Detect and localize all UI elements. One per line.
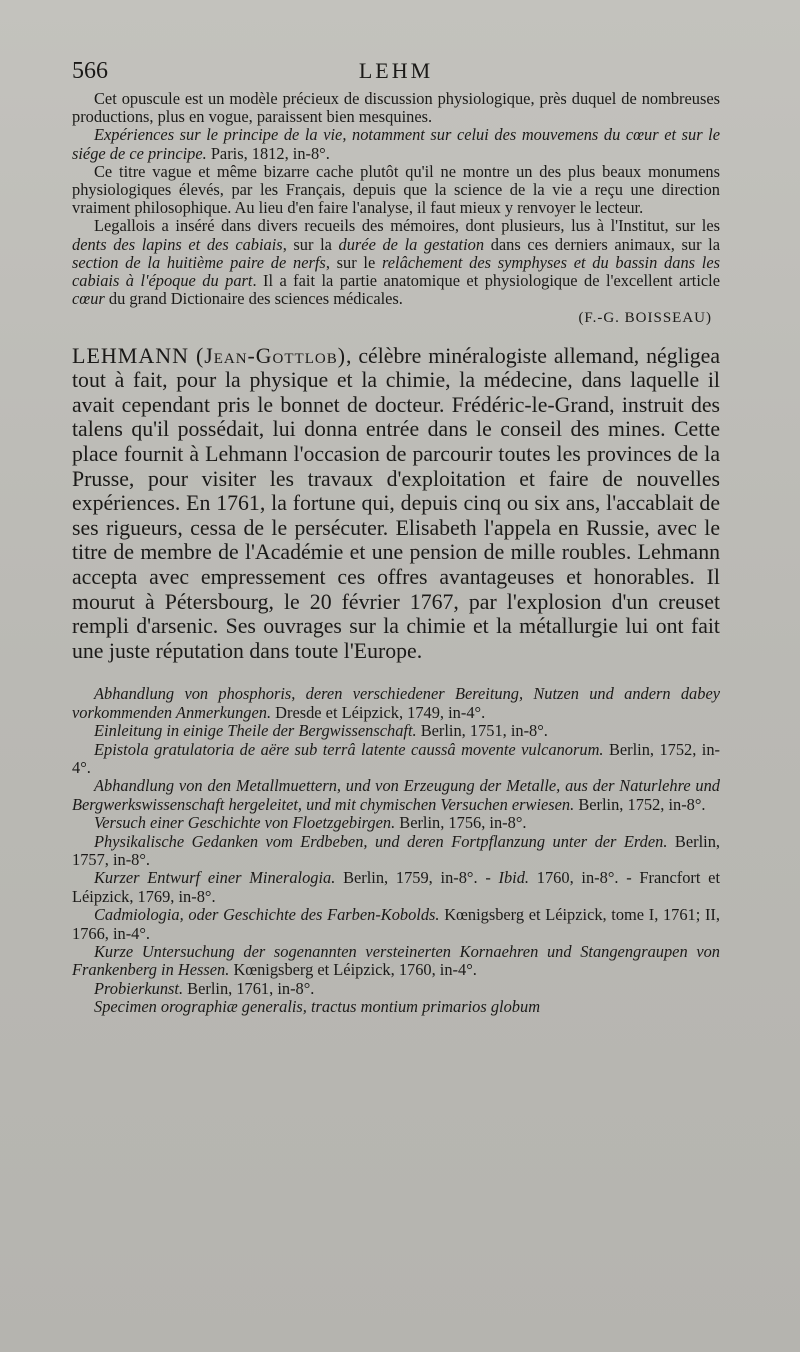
text-run: Dresde et Léipzick, 1749, in-4°. [271, 702, 486, 722]
paragraph: Cet opuscule est un modèle précieux de discussion physiologique, près duquel de nombreuses productions, plus en vogue, paraissent bien mesquines. [72, 89, 720, 127]
page-number: 566 [72, 58, 108, 84]
text-run: Berlin, 1757, in-8°. [72, 831, 720, 870]
italic-text: Physikalische Gedanken vom Erdbeben, und deren Fortpflanzung unter der Erden. [94, 831, 668, 851]
bibliography-entry [72, 833, 720, 870]
bibliography-entry [72, 722, 720, 740]
text-run: 1760, in-8°. - Francfort et Léipzick, 1769, in-8°. [72, 868, 720, 906]
bibliography-entry [72, 943, 720, 980]
article-lehmann [72, 344, 720, 664]
bibliography-entry [72, 741, 720, 778]
bibliography-entry [72, 869, 720, 906]
italic-text: Ibid. [498, 868, 530, 888]
entry-headword: LEHMANN [72, 342, 189, 368]
text-run: Berlin, 1761, in-8°. [183, 978, 315, 998]
text-run: Kœnigsberg et Léipzick, 1760, in-4°. [229, 960, 477, 980]
page-content [72, 90, 720, 1017]
bibliography-entry [72, 777, 720, 814]
author-signature: (F.-G. BOISSEAU) [578, 310, 712, 327]
italic-text: Kurze Untersuchung der sogenannten versteinerten Kornaehren und Stangengraupen von Frankenberg in Hessen. [72, 942, 720, 980]
text-run: , sur la [282, 234, 339, 254]
running-head: LEHM [358, 58, 434, 83]
text-run: Berlin, 1751, in-8°. [416, 721, 548, 741]
text-run: dans ces derniers animaux, sur la [484, 234, 720, 254]
italic-text: dents des lapins et des cabiais [72, 234, 283, 254]
bibliography-list [72, 685, 720, 1016]
paragraph-works [72, 217, 720, 308]
text-run: Legallois a inséré dans divers recueils des mémoires, dont plusieurs, lus à l'Institut, sur les [94, 216, 720, 236]
entry-given-names: (Jean-Gottlob) [195, 343, 346, 368]
italic-text: Abhandlung von den Metallmuettern, und von Erzeugung der Metalle, aus der Naturlehre und Bergwerkswissenschaft hergeleitet, und mit chymischen Versuchen erwiesen. [72, 776, 720, 814]
text-run: Berlin, 1752, in-4°. [72, 739, 720, 777]
italic-text: Specimen orographiæ generalis, tractus montium primarios globum [94, 997, 541, 1017]
italic-text: Abhandlung von phosphoris, deren verschiedener Bereitung, Nutzen und andern dabey vorkommenden Anmerkungen. [72, 684, 720, 722]
italic-text: Einleitung in einige Theile der Bergwissenschaft. [94, 721, 417, 741]
text-run: du grand Dictionaire des sciences médicales. [104, 289, 403, 309]
bibliography-entry [72, 685, 720, 722]
text-run: Berlin, 1752, in-8°. [574, 794, 706, 814]
italic-text: Kurzer Entwurf einer Mineralogia. [94, 868, 336, 888]
italic-text: section de la huitième paire de nerfs [72, 252, 326, 272]
italic-text: Versuch einer Geschichte von Floetzgebirgen. [94, 813, 396, 833]
paragraph: Ce titre vague et même bizarre cache plutôt qu'il ne montre un des plus beaux monumens physiologiques élevés, par les Français, depuis que la science de la vie a reçu une direction vraiment philosophique. Au lieu d'en faire l'analyse, il faut mieux y renvoyer le lecteur. [72, 161, 720, 218]
bibliography-entry [72, 980, 720, 998]
bibliography-entry [72, 906, 720, 943]
bibliography-entry [72, 814, 720, 832]
italic-text: Epistola gratulatoria de aëre sub terrâ latente caussâ movente vulcanorum. [94, 739, 604, 759]
entry-body: , célèbre minéralogiste allemand, négligea tout à fait, pour la physique et la chimie, la médecine, dans laquelle il avait cependant pris le bonnet de docteur. Frédéric-le-Grand, instruit des talens qu'il possédait, lui donna entrée dans le conseil des mines. Cette place fournit à Lehmann l'occasion de parcourir toutes les provinces de la Prusse, pour visiter les travaux d'exploitation et faire de nouvelles expériences. En 1761, la fortune qui, depuis cinq ou six ans, l'accablait de ses rigueurs, cessa de le persécuter. Elisabeth l'appela en Russie, avec le titre de membre de l'Académie et une pension de mille roubles. Lehmann accepta avec empressement ces offres avantageuses et honorables. Il mourut à Pétersbourg, le 20 février 1767, par l'explosion d'un creuset rempli d'arsenic. Ses ouvrages sur la chimie et la métallurgie lui ont fait une juste réputation dans toute l'Europe. [72, 343, 720, 663]
italic-text: relâchement des symphyses et du bassin dans les cabiais à l'époque du part [72, 252, 720, 291]
work-publication: Paris, 1812, in-8°. [206, 143, 330, 163]
italic-text: cœur [72, 289, 105, 309]
italic-text: Probierkunst. [94, 978, 184, 998]
previous-article-end [72, 90, 720, 328]
bibliography-entry [72, 998, 720, 1016]
text-run: Kœnigsberg et Léipzick, tome I, 1761; II, 1766, in-4°. [72, 905, 720, 943]
italic-text: Cadmiologia, oder Geschichte des Farben-Kobolds. [94, 905, 440, 925]
work-title: Expériences sur le principe de la vie, notamment sur celui des mouvemens du cœur et sur le siége de ce principe. [72, 125, 720, 163]
text-run: Berlin, 1759, in-8°. - [335, 868, 499, 888]
italic-text: durée de la gestation [338, 234, 485, 254]
text-run: . Il a fait la partie anatomique et physiologique de l'excellent article [252, 271, 720, 291]
text-run: Berlin, 1756, in-8°. [395, 813, 527, 833]
page-header [72, 58, 720, 88]
work-citation [72, 126, 720, 162]
text-run: , sur le [325, 252, 383, 272]
